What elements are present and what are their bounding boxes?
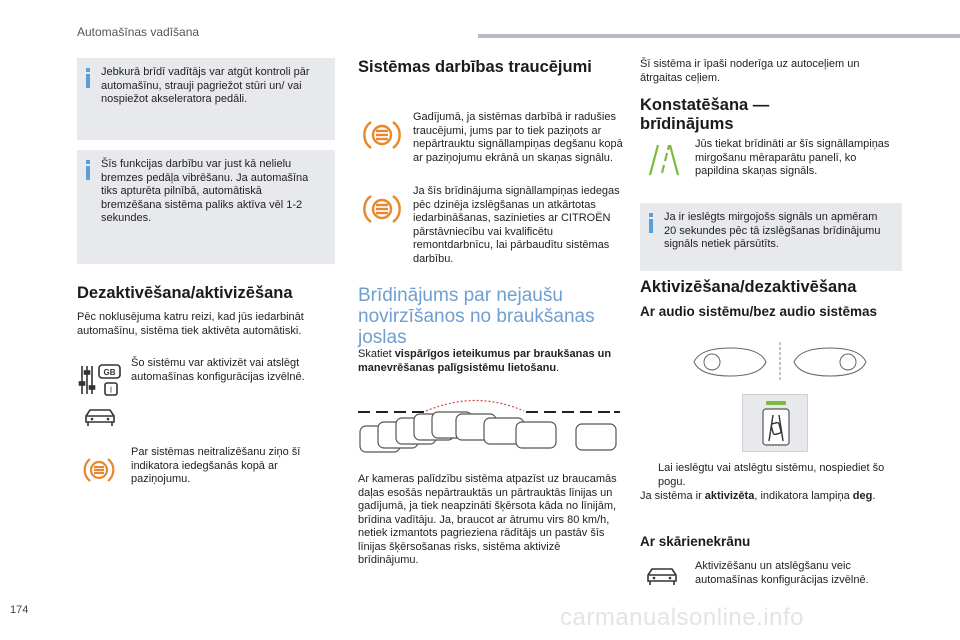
paragraph-activated-state xyxy=(640,490,902,504)
section-title-lane-departure: Brīdinājums par nejaušu novirzīšanos no braukšanas joslas xyxy=(358,285,595,348)
see-suffix: . xyxy=(556,361,560,374)
lane-warning-green-icon xyxy=(644,143,684,177)
dashboard-illustration xyxy=(690,342,870,382)
item-touchscreen-config: Aktivizēšanu un atslēgšanu veic automašīnas konfigurācijas izvēlnē. xyxy=(695,560,869,586)
page-number: 174 xyxy=(10,604,29,616)
subheading-touchscreen: Ar skārienekrānu xyxy=(640,534,751,549)
item-contact-dealer: Ja šīs brīdinājuma signāllampiņas iedegas pēc dzinēja izslēgšanas un atkārtotas iedarbināšanas, sazinieties ar CITROËN pārstāvniecību vai kvalificētu remontdarbnīcu, lai pārbaudītu sistēmas darbību. xyxy=(413,185,620,265)
section-heading-detection: Konstatēšana — brīdinājums xyxy=(640,96,770,133)
section-heading-deactivation: Dezaktivēšana/aktivizēšana xyxy=(77,284,293,302)
info-note-control xyxy=(77,58,335,140)
lane-keep-button-icon xyxy=(743,395,809,453)
instruction-text: Lai ieslēgtu vai atslēgtu sistēmu, nospiediet šo pogu. xyxy=(658,462,885,488)
paragraph-lane-system: Ar kameras palīdzību sistēma atpazīst uz braucamās daļas esošās nepārtrauktās un pārtrauktās līnijas un gadījumā, ja tiek neapzināti šķērsota kāda no līnijām, brīdina vadītāju. Ja, braucot ar ātrumu virs 80 km/h, netiek izmantots pagrieziena rādītājs un pastāv šīs līnijas šķērsošanas risks, sistēma aktivizē brīdinājumu. xyxy=(358,473,617,566)
item-flashing-lamp: Jūs tiekat brīdināti ar šīs signāllampiņas mirgošanu mēraparātu panelī, ko papildina skaņas signāls. xyxy=(695,138,890,177)
see-bold: vispārīgos ieteikumus par braukšanas un manevrēšanas palīgsistēmu lietošanu xyxy=(358,348,612,374)
watermark: carmanualsonline.info xyxy=(560,604,804,631)
car-icon xyxy=(83,406,117,428)
info-note-flashing xyxy=(640,203,902,271)
see-prefix: Skatiet xyxy=(358,348,395,360)
button-panel-illustration xyxy=(742,394,808,452)
info-icon xyxy=(85,160,91,180)
settings-menu-icon xyxy=(77,362,125,398)
info-note-text: Ja ir ieslēgts mirgojošs signāls un apmēram 20 sekundes pēc tā izslēgšanas brīdinājumu signāls netiek pārsūtīts. xyxy=(664,211,881,250)
aeb-warning-orange-icon xyxy=(82,453,116,487)
info-icon xyxy=(85,68,91,88)
paragraph-default-activation: Pēc noklusējuma katru reizi, kad jūs iedarbināt automašīnu, sistēma tiek aktivēta automātiski. xyxy=(77,311,304,337)
info-note-vibration xyxy=(77,150,335,264)
see-recommendations xyxy=(358,348,620,375)
instruction-press-button xyxy=(640,462,902,489)
item-indicator-neutralization: Par sistēmas neitralizēšanu ziņo šī indikatora iedegšanās kopā ar paziņojumu. xyxy=(131,446,301,485)
item-config-menu: Šo sistēmu var aktivizēt vai atslēgt automašīnas konfigurācijas izvēlnē. xyxy=(131,357,305,383)
running-header: Automašīnas vadīšana xyxy=(77,25,200,39)
state-mid: , indikatora lampiņa xyxy=(754,490,853,502)
state-bold-activated: aktivizēta xyxy=(704,490,755,502)
subheading-audio-system: Ar audio sistēmu/bez audio sistēmas xyxy=(640,304,878,319)
info-note-text: Šīs funkcijas darbību var just kā nelielu bremzes pedāļa vibrēšanu. Ja automašīna tiks apturēta pilnībā, automātiskā bremzēšana sistēma paliks aktīva vēl 1-2 sekundes. xyxy=(101,158,309,224)
header-bar xyxy=(478,34,960,38)
lane-departure-illustration xyxy=(356,394,622,464)
car-settings-icon xyxy=(645,565,679,587)
aeb-fault-orange-icon-2 xyxy=(362,190,402,228)
aeb-fault-orange-icon xyxy=(362,116,402,154)
section-heading-malfunctions: Sistēmas darbības traucējumi xyxy=(358,58,592,76)
state-prefix: Ja sistēma ir xyxy=(640,490,705,502)
item-fault-message: Gadījumā, ja sistēmas darbībā ir radušies traucējumi, jums par to tiek paziņots ar nepārtrauktu signāllampiņas degšanu kopā ar paziņojumu ekrānā un skaņas signālu. xyxy=(413,111,623,164)
paragraph-highways: Šī sistēma ir īpaši noderīga uz autoceļiem un ātrgaitas ceļiem. xyxy=(640,58,860,84)
state-suffix: . xyxy=(872,490,876,502)
gb-label: GB xyxy=(103,368,116,377)
section-heading-activation: Aktivizēšana/dezaktivēšana xyxy=(640,278,857,296)
info-icon xyxy=(648,213,654,233)
state-bold-lit: deg xyxy=(852,490,873,502)
info-note-text: Jebkurā brīdī vadītājs var atgūt kontroli pār automašīnu, strauji pagriežot stūri un/ vai nospiežot akseleratora pedāli. xyxy=(101,66,310,105)
i-label: I xyxy=(109,385,113,395)
